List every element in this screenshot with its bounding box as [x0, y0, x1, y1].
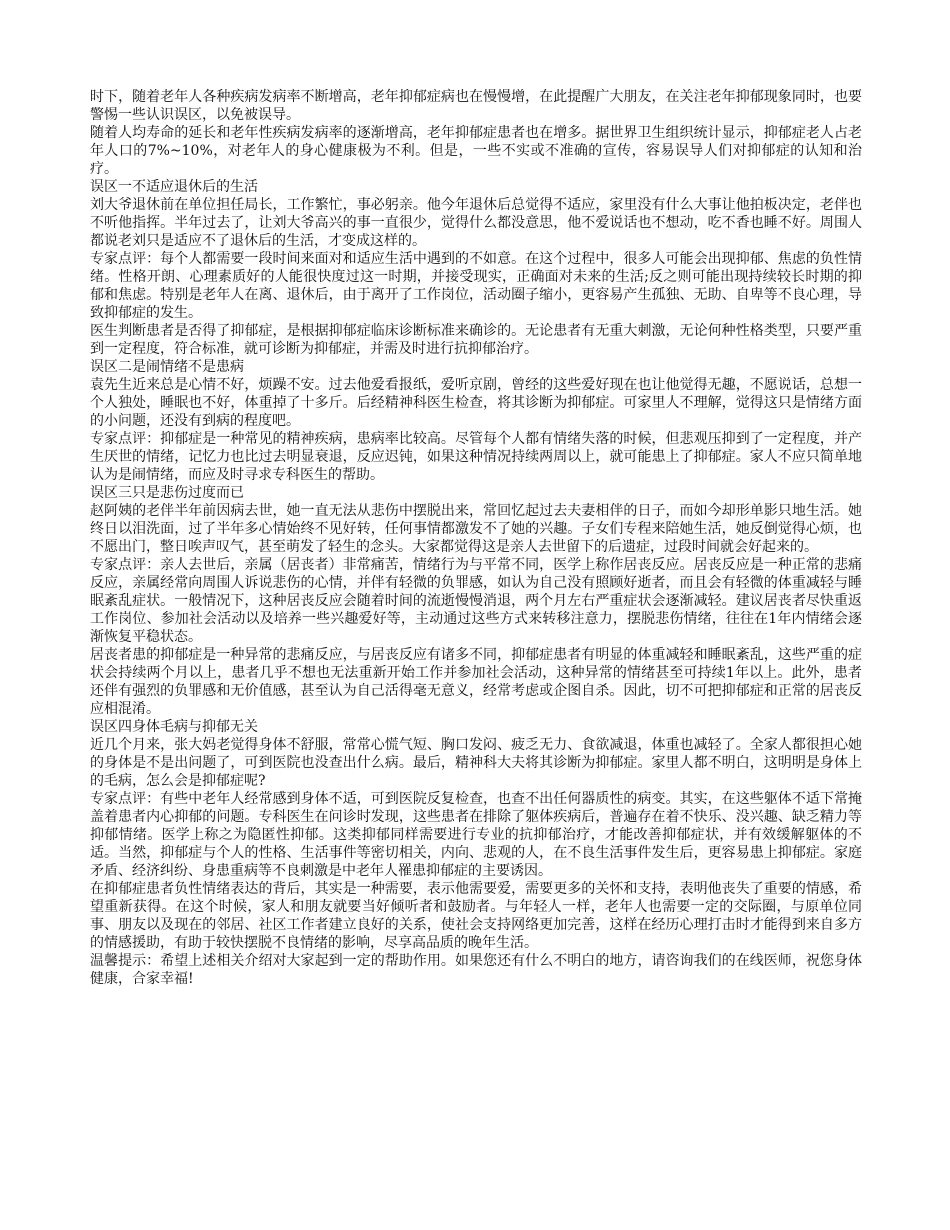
section-heading: 误区四身体毛病与抑郁无关 — [90, 719, 258, 735]
body-paragraph: 袁先生近来总是心情不好，烦躁不安。过去他爱看报纸，爱听京剧，曾经的这些爱好现在也让他觉得无趣，不愿说话，总想一个人独处，睡眠也不好，体重掉了十多斤。后经精神科医生检查，将其诊断为抑郁症。可家里人不理解，觉得这只是情绪方面的小问题，还没有到病的程度吧。 — [90, 377, 862, 429]
body-paragraph: 温馨提示：希望上述相关介绍对大家起到一定的帮助作用。如果您还有什么不明白的地方，请咨询我们的在线医师，祝您身体健康，合家幸福! — [90, 953, 862, 987]
body-paragraph: 专家点评：每个人都需要一段时间来面对和适应生活中遇到的不如意。在这个过程中，很多人可能会出现抑郁、焦虑的负性情绪。性格开朗、心理素质好的人能很快度过这一时期，并接受现实，正确面对未来的生活;反之则可能出现持续较长时期的抑郁和焦虑。特别是老年人在离、退休后，由于离开了工作岗位，活动圈子缩小，更容易产生孤独、无助、自卑等不良心理，导致抑郁症的发生。 — [90, 251, 862, 321]
body-paragraph: 居丧者患的抑郁症是一种异常的悲痛反应，与居丧反应有诸多不同，抑郁症患者有明显的体重减轻和睡眠紊乱，这些严重的症状会持续两个月以上，患者几乎不想也无法重新开始工作并参加社会活动，这种异常的情绪甚至可持续1年以上。此外，患者还伴有强烈的负罪感和无价值感，甚至认为自己活得毫无意义，经常考虑或企图自杀。因此，切不可把抑郁症和正常的居丧反应相混淆。 — [90, 647, 862, 717]
body-paragraph: 刘大爷退休前在单位担任局长，工作繁忙，事必躬亲。他今年退休后总觉得不适应，家里没有什么大事让他拍板决定，老伴也不听他指挥。半年过去了，让刘大爷高兴的事一直很少，觉得什么都没意思，他不爱说话也不想动，吃不香也睡不好。周围人都说老刘只是适应不了退休后的生活，才变成这样的。 — [90, 197, 862, 249]
body-paragraph: 近几个月来，张大妈老觉得身体不舒服，常常心慌气短、胸口发闷、疲乏无力、食欲减退，体重也减轻了。全家人都很担心她的身体是不是出问题了，可到医院也没查出什么病。最后，精神科大夫将其诊断为抑郁症。家里人都不明白，这明明是身体上的毛病，怎么会是抑郁症呢? — [90, 737, 862, 789]
body-paragraph: 随着人均寿命的延长和老年性疾病发病率的逐渐增高，老年抑郁症患者也在增多。据世界卫生组织统计显示，抑郁症老人占老年人口的7%~10%，对老年人的身心健康极为不利。但是，一些不实或不准确的宣传，容易误导人们对抑郁症的认知和治疗。 — [90, 125, 862, 177]
section-heading: 误区二是闹情绪不是患病 — [90, 359, 244, 375]
body-paragraph: 专家点评：亲人去世后，亲属（居丧者）非常痛苦，情绪行为与平常不同，医学上称作居丧反应。居丧反应是一种正常的悲痛反应，亲属经常向周围人诉说悲伤的心情，并伴有轻微的负罪感，如认为自己没有照顾好逝者，而且会有轻微的体重减轻与睡眠紊乱症状。一般情况下，这种居丧反应会随着时间的流逝慢慢消退，两个月左右严重症状会逐渐减轻。建议居丧者尽快重返工作岗位、参加社会活动以及培养一些兴趣爱好等，主动通过这些方式来转移注意力，摆脱悲伤情绪，往往在1年内情绪会逐渐恢复平稳状态。 — [90, 557, 862, 645]
body-paragraph: 专家点评：有些中老年人经常感到身体不适，可到医院反复检查，也查不出任何器质性的病变。其实，在这些躯体不适下常掩盖着患者内心抑郁的问题。专科医生在问诊时发现，这些患者在排除了躯体疾病后，普遍存在着不快乐、没兴趣、缺乏精力等抑郁情绪。医学上称之为隐匿性抑郁。这类抑郁同样需要进行专业的抗抑郁治疗，才能改善抑郁症状，并有效缓解躯体的不适。当然，抑郁症与个人的性格、生活事件等密切相关，内向、悲观的人，在不良生活事件发生后，更容易患上抑郁症。家庭矛盾、经济纠纷、身患重病等不良刺激是中老年人罹患抑郁症的主要诱因。 — [90, 791, 862, 879]
body-paragraph: 专家点评：抑郁症是一种常见的精神疾病，患病率比较高。尽管每个人都有情绪失落的时候，但悲观压抑到了一定程度，并产生厌世的情绪，记忆力也比过去明显衰退，反应迟钝，如果这种情况持续两周以上，就可能患上了抑郁症。家人不应只简单地认为是闹情绪，而应及时寻求专科医生的帮助。 — [90, 431, 862, 483]
body-paragraph: 时下，随着老年人各种疾病发病率不断增高，老年抑郁症病也在慢慢增，在此提醒广大朋友，在关注老年抑郁现象同时，也要警惕一些认识误区，以免被误导。 — [90, 89, 862, 123]
section-heading: 误区三只是悲伤过度而已 — [90, 485, 244, 501]
body-paragraph: 在抑郁症患者负性情绪表达的背后，其实是一种需要，表示他需要爱，需要更多的关怀和支持，表明他丧失了重要的情感，希望重新获得。在这个时候，家人和朋友就要当好倾听者和鼓励者。与年轻人一样，老年人也需要一定的交际圈，与原单位同事、朋友以及现在的邻居、社区工作者建立良好的关系，使社会支持网络更加完善，这样在经历心理打击时才能得到来自多方的情感援助，有助于较快摆脱不良情绪的影响，尽享高品质的晚年生活。 — [90, 881, 862, 951]
body-paragraph: 医生判断患者是否得了抑郁症，是根据抑郁症临床诊断标准来确诊的。无论患者有无重大刺激，无论何种性格类型，只要严重到一定程度，符合标准，就可诊断为抑郁症，并需及时进行抗抑郁治疗。 — [90, 323, 862, 357]
body-paragraph: 赵阿姨的老伴半年前因病去世，她一直无法从悲伤中摆脱出来，常回忆起过去夫妻相伴的日子，而如今却形单影只地生活。她终日以泪洗面，过了半年多心情始终不见好转，任何事情都激发不了她的兴趣。子女们专程来陪她生活，她反倒觉得心烦，也不愿出门，整日唉声叹气，甚至萌发了轻生的念头。大家都觉得这是亲人去世留下的后遗症，过段时间就会好起来的。 — [90, 503, 862, 555]
section-heading: 误区一不适应退休后的生活 — [90, 179, 258, 195]
